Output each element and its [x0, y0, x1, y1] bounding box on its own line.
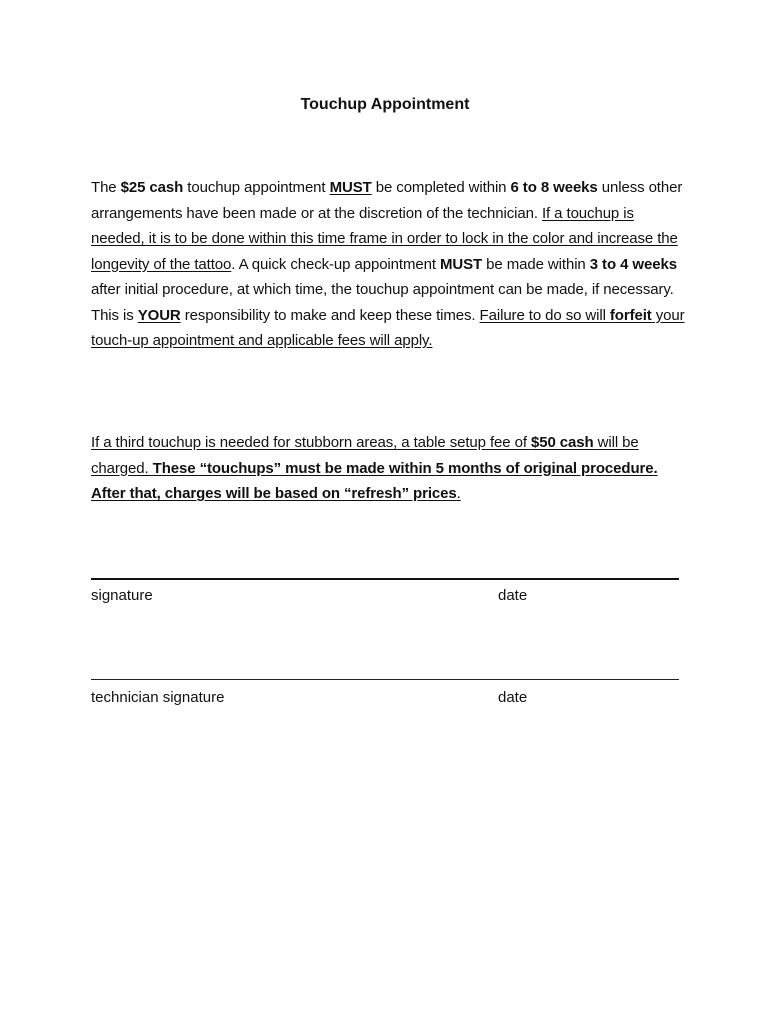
five-month-rule: These “touchups” must be made within 5 months of original procedure. After that, charges will be based on “refresh” prices — [91, 459, 658, 502]
text-run: after initial procedure, at which time, the touchup appointment can be made, if necessary. This is — [91, 281, 674, 324]
document-title: Touchup Appointment — [300, 96, 470, 113]
underlined-statement: your touch-up appointment and applicable fees will apply. — [91, 306, 685, 349]
text-run: . — [456, 485, 461, 502]
emphasis-must: MUST — [329, 179, 372, 196]
text-run: . A quick check-up appointment — [231, 255, 440, 273]
emphasis-your: YOUR — [137, 306, 181, 324]
emphasis-forfeit: forfeit — [609, 306, 652, 324]
text-run: touchup appointment — [183, 179, 330, 196]
text-run: be completed within — [371, 179, 511, 196]
date-label: date — [498, 689, 528, 706]
underlined-statement: If a third touchup is needed for stubborn areas, a table setup fee of — [91, 434, 531, 451]
price-50-cash: $50 cash — [530, 434, 594, 451]
text-run: unless other arrangements have been made or at the discretion of the technician. — [91, 179, 683, 222]
underlined-statement: will be charged. — [91, 434, 639, 477]
emphasis-must: MUST — [440, 255, 483, 273]
date-label: date — [498, 587, 528, 604]
client-signature-line[interactable] — [91, 578, 679, 580]
third-touchup-paragraph — [91, 430, 691, 507]
underlined-statement: Failure to do so will — [479, 306, 610, 324]
touchup-policy-paragraph — [91, 175, 691, 354]
price-25-cash: $25 cash — [120, 179, 184, 196]
timeframe-6-8-weeks: 6 to 8 weeks — [510, 179, 598, 196]
text-run: be made within — [482, 255, 590, 273]
technician-signature-label: technician signature — [91, 689, 225, 706]
text-run: responsibility to make and keep these times. — [180, 306, 480, 324]
technician-signature-line[interactable] — [91, 679, 679, 680]
underlined-statement: If a touchup is needed, it is to be done within this time frame in order to lock in the color and increase the longevity of the tattoo — [91, 204, 678, 273]
signature-label: signature — [91, 587, 153, 604]
timeframe-3-4-weeks: 3 to 4 weeks — [589, 255, 677, 273]
text-run: The — [91, 179, 121, 196]
